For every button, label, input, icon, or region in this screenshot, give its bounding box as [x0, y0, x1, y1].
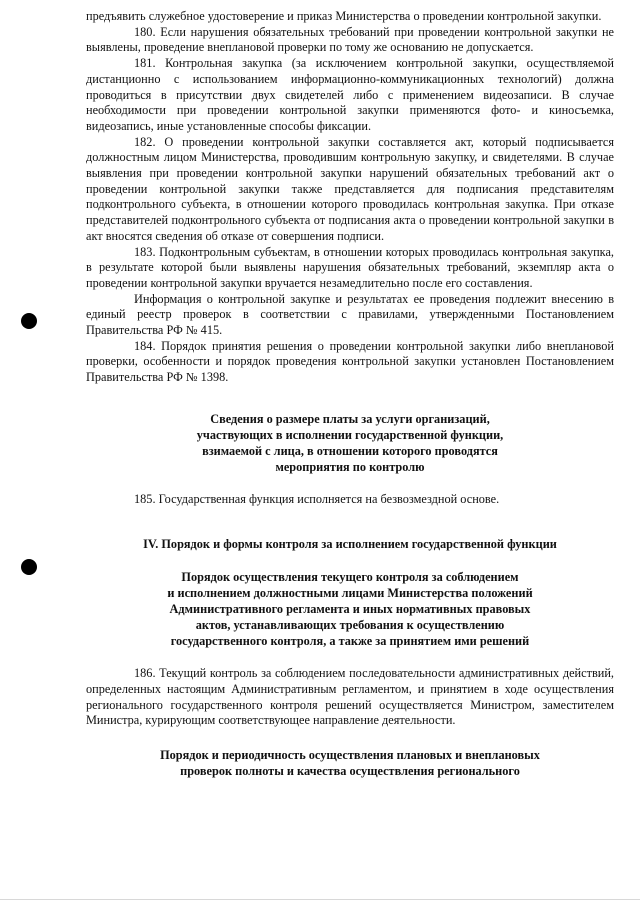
heading-fee	[86, 411, 614, 475]
heading-current-control	[86, 569, 614, 649]
heading-current-line: Порядок осуществления текущего контроля за соблюдением	[181, 570, 519, 585]
heading-current-line: и исполнением должностными лицами Министерства положений	[167, 586, 533, 601]
heading-fee-line: взимаемой с лица, в отношении которого проводятся	[202, 443, 498, 458]
section-iv-title: IV. Порядок и формы контроля за исполнением государственной функции	[143, 536, 557, 551]
paragraph-184: 184. Порядок принятия решения о проведении контрольной закупки либо внеплановой проверки, особенности и порядок проведения контрольной закупки установлен Постановлением Правительства РФ № 1398.	[86, 338, 614, 385]
heading-fee-line: участвующих в исполнении государственной функции,	[196, 427, 504, 442]
paragraph-182: 182. О проведении контрольной закупки составляется акт, который подписывается должностным лицом Министерства, проводившим контрольную закупку, и свидетелями. В случае выявления при проведении контрольной закупки нарушений обязательных требований акт о проведении контрольной закупки также представляется для подписания представителям подконтрольного субъекта, в отношении которого проводилась контрольная закупка. При отказе представителей подконтрольного субъекта от подписания акта о проведении контрольной закупки в акт вносятся сведения об отказе от совершения подписи.	[86, 134, 614, 243]
page-bottom-edge	[0, 899, 640, 900]
heading-current-line: актов, устанавливающих требования к осуществлению	[195, 618, 505, 633]
heading-current-line: государственного контроля, а также за принятием ими решений	[170, 634, 530, 649]
heading-periodic-line: проверок полноты и качества осуществления регионального	[180, 764, 520, 779]
paragraph-intro: предъявить служебное удостоверение и приказ Министерства о проведении контрольной закупки.	[86, 9, 602, 23]
punch-hole-bottom	[21, 559, 37, 575]
document-body	[86, 9, 614, 779]
heading-periodic-line: Порядок и периодичность осуществления плановых и внеплановых	[160, 748, 540, 763]
heading-fee-line: мероприятия по контролю	[275, 459, 425, 474]
heading-fee-line: Сведения о размере платы за услуги организаций,	[210, 411, 490, 426]
heading-periodic-checks	[86, 747, 614, 779]
paragraph-180: 180. Если нарушения обязательных требований при проведении контрольной закупки не выявлены, проведение внеплановой проверки по тому же основанию не допускается.	[86, 24, 614, 55]
paragraph-183: 183. Подконтрольным субъектам, в отношении которых проводилась контрольная закупка, в результате которой были выявлены нарушения обязательных требований, экземпляр акта о проведении контрольной закупки вручается незамедлительно после его составления.	[86, 244, 614, 290]
paragraph-181: 181. Контрольная закупка (за исключением контрольной закупки, осуществляемой дистанционно с использованием информационно-коммуникационных технологий) должна проводиться в присутствии двух свидетелей либо с применением видеозаписи. В случае необходимости при проведении контрольной закупки применяются фото- и киносъемка, видеозапись, иные установленные способы фиксации.	[86, 56, 614, 133]
punch-hole-top	[21, 313, 37, 329]
heading-current-line: Административного регламента и иных нормативных правовых	[169, 602, 531, 617]
paragraph-185: 185. Государственная функция исполняется на безвозмездной основе.	[134, 491, 500, 506]
paragraph-info: Информация о контрольной закупке и результатах ее проведения подлежит внесению в единый реестр проверок в соответствии с правилами, утвержденными Постановлением Правительства РФ № 415.	[86, 291, 614, 338]
paragraph-186: 186. Текущий контроль за соблюдением последовательности административных действий, определенных настоящим Административным регламентом, и принятием в ходе осуществления регионального государственного контроля решений осуществляется Министром, заместителем Министра, курирующим соответствующее направление деятельности.	[86, 666, 614, 728]
